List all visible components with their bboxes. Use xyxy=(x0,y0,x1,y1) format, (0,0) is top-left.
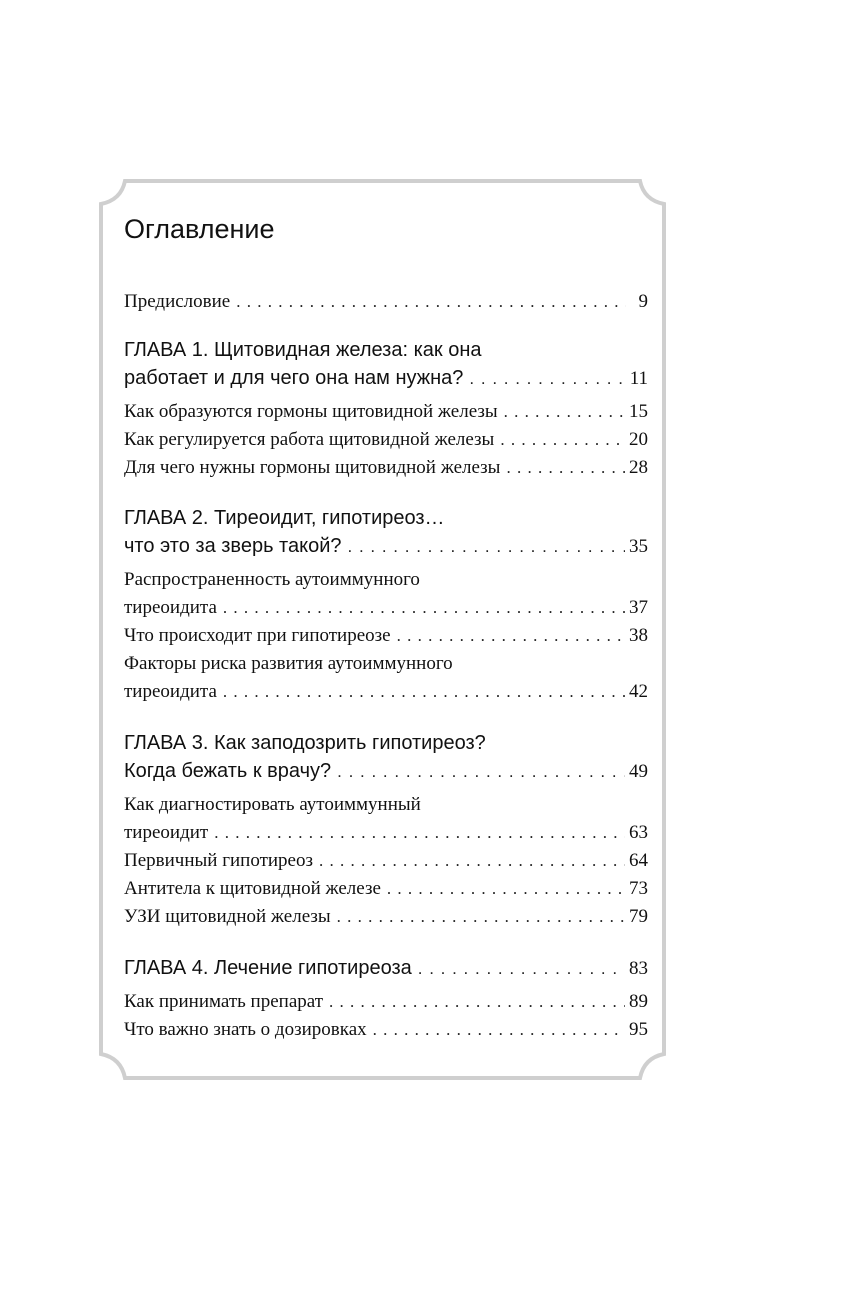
entry-label: Как принимать препарат xyxy=(124,991,324,1012)
page-title: Оглавление xyxy=(124,214,275,244)
entry-label: Как диагностировать аутоиммунный xyxy=(124,794,421,815)
entry-label: Предисловие xyxy=(124,291,231,312)
entry-label: тиреоидит xyxy=(124,822,209,843)
toc-entry[interactable] xyxy=(124,847,648,875)
page-number: 49 xyxy=(629,761,648,782)
chapter-label: ГЛАВА 1. Щитовидная железа: как она xyxy=(124,339,482,361)
leader-dots xyxy=(236,288,626,316)
toc-entry-line-1[interactable] xyxy=(124,650,648,678)
chapter-1-title-line-1[interactable] xyxy=(124,336,648,364)
chapter-4-title[interactable] xyxy=(124,954,648,982)
entry-label: тиреоидита xyxy=(124,681,217,702)
entry-label: Что происходит при гипотиреозе xyxy=(124,625,391,646)
page-number: 89 xyxy=(629,991,648,1012)
entry-label: УЗИ щитовидной железы xyxy=(124,906,331,927)
toc-entry[interactable] xyxy=(124,1016,648,1044)
entry-label: тиреоидита xyxy=(124,597,217,618)
toc-entry[interactable] xyxy=(124,678,648,706)
entry-label: Первичный гипотиреоз xyxy=(124,850,313,871)
toc-entry-line-1[interactable] xyxy=(124,791,648,819)
leader-dots xyxy=(387,875,625,903)
entry-label: Антитела к щитовидной железе xyxy=(124,878,381,899)
page-number: 42 xyxy=(629,681,648,702)
toc-entry[interactable] xyxy=(124,988,648,1016)
toc-entry[interactable] xyxy=(124,398,648,426)
page-number: 64 xyxy=(629,850,648,871)
page-number: 38 xyxy=(629,625,648,646)
chapter-label: работает и для чего она нам нужна? xyxy=(124,367,464,389)
toc-entry[interactable] xyxy=(124,903,648,931)
toc-entry[interactable] xyxy=(124,594,648,622)
leader-dots xyxy=(504,398,625,426)
entry-label: Как регулируется работа щитовидной железы xyxy=(124,429,495,450)
page-number: 79 xyxy=(629,906,648,927)
page-number: 15 xyxy=(629,401,648,422)
chapter-1-title-line-2[interactable] xyxy=(124,364,648,392)
page-number: 73 xyxy=(629,878,648,899)
page-number: 63 xyxy=(629,822,648,843)
page-number: 37 xyxy=(629,597,648,618)
chapter-label: ГЛАВА 4. Лечение гипотиреоза xyxy=(124,957,412,979)
leader-dots xyxy=(214,819,625,847)
chapter-2-title-line-1[interactable] xyxy=(124,504,648,532)
leader-dots xyxy=(337,758,625,786)
leader-dots xyxy=(223,594,625,622)
leader-dots xyxy=(373,1016,625,1044)
chapter-3-title-line-2[interactable] xyxy=(124,757,648,785)
leader-dots xyxy=(397,622,625,650)
page-number: 9 xyxy=(638,291,648,312)
leader-dots xyxy=(506,454,625,482)
leader-dots xyxy=(418,955,625,983)
entry-label: Как образуются гормоны щитовидной железы xyxy=(124,401,498,422)
leader-dots xyxy=(223,678,625,706)
toc-entry[interactable] xyxy=(124,454,648,482)
entry-label: Факторы риска развития аутоиммунного xyxy=(124,653,453,674)
leader-dots xyxy=(329,988,625,1016)
page-number: 20 xyxy=(629,429,648,450)
page-number: 35 xyxy=(629,536,648,557)
toc-entry[interactable] xyxy=(124,622,648,650)
chapter-label: Когда бежать к врачу? xyxy=(124,760,332,782)
leader-dots xyxy=(469,365,625,393)
leader-dots xyxy=(500,426,625,454)
page-number: 11 xyxy=(629,368,648,389)
entry-label: Для чего нужны гормоны щитовидной железы xyxy=(124,457,501,478)
toc-entry-preface[interactable] xyxy=(124,288,648,316)
chapter-label: ГЛАВА 3. Как заподозрить гипотиреоз? xyxy=(124,732,486,754)
toc-entry[interactable] xyxy=(124,875,648,903)
chapter-label: ГЛАВА 2. Тиреоидит, гипотиреоз… xyxy=(124,507,445,529)
leader-dots xyxy=(337,903,625,931)
toc-entry-line-1[interactable] xyxy=(124,566,648,594)
page-number: 28 xyxy=(629,457,648,478)
chapter-label: что это за зверь такой? xyxy=(124,535,342,557)
toc-entry[interactable] xyxy=(124,819,648,847)
page-number: 95 xyxy=(629,1019,648,1040)
leader-dots xyxy=(319,847,625,875)
chapter-3-title-line-1[interactable] xyxy=(124,729,648,757)
entry-label: Что важно знать о дозировках xyxy=(124,1019,367,1040)
leader-dots xyxy=(348,533,625,561)
chapter-2-title-line-2[interactable] xyxy=(124,532,648,560)
entry-label: Распространенность аутоиммунного xyxy=(124,569,420,590)
page-number: 83 xyxy=(629,958,648,979)
toc-entry[interactable] xyxy=(124,426,648,454)
